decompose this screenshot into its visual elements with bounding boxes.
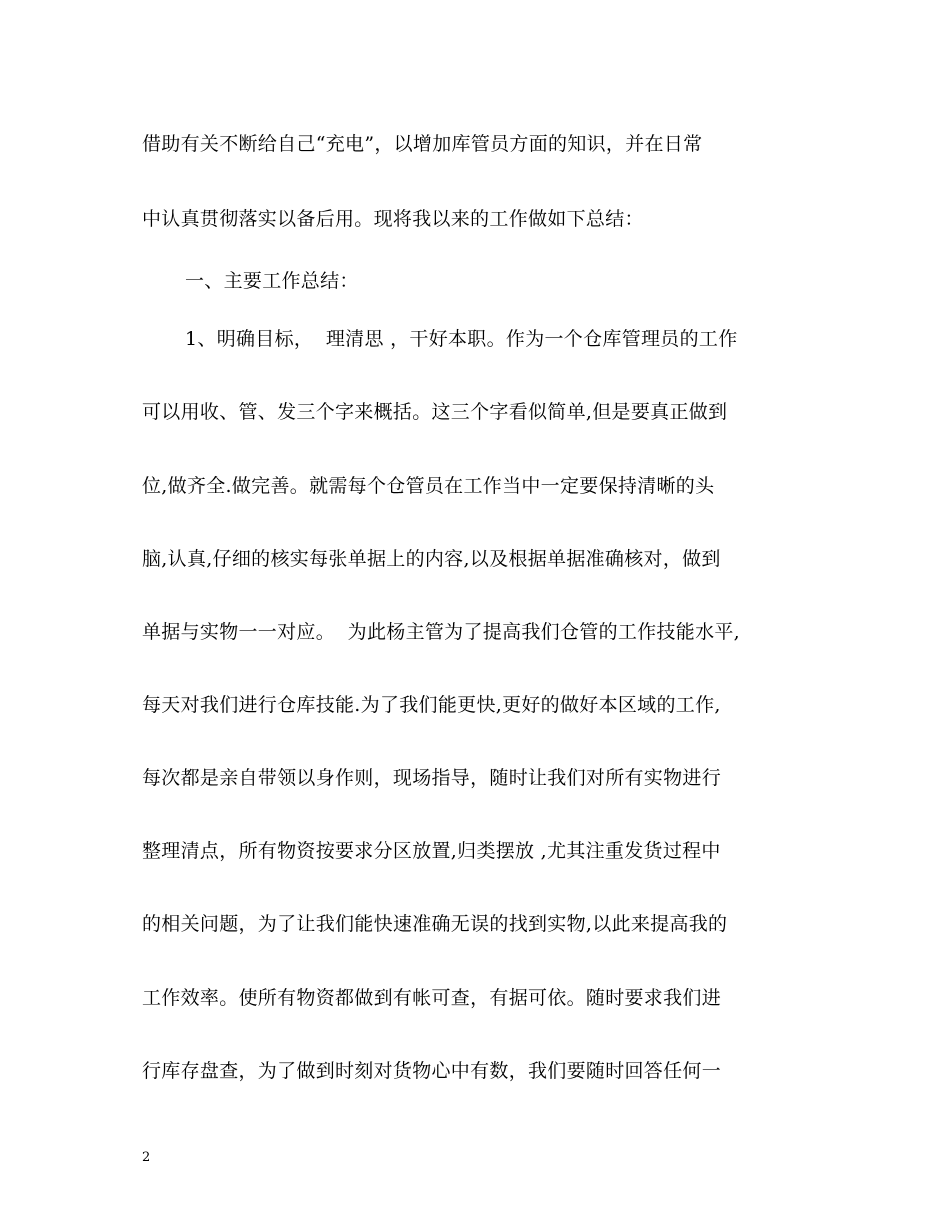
body-text-line: 整理清点，所有物资按要求分区放置,归类摆放 ,尤其注重发货过程中	[142, 840, 721, 862]
body-text-line: 1、明确目标， 理清思 ，干好本职。作为一个仓库管理员的工作	[185, 328, 738, 350]
body-text-line: 行库存盘查，为了做到时刻对货物心中有数，我们要随时回答任何一	[142, 1060, 722, 1082]
section-heading: 一、主要工作总结：	[185, 270, 359, 292]
body-text-line: 位,做齐全.做完善。就需每个仓管员在工作当中一定要保持清晰的头	[142, 475, 715, 497]
body-text-line: 中认真贯彻落实以备后用。现将我以来的工作做如下总结：	[142, 208, 644, 230]
body-text-line: 借助有关不断给自己“充电”，以增加库管员方面的知识，并在日常	[142, 133, 703, 155]
body-text-line: 每天对我们进行仓库技能.为了我们能更快,更好的做好本区域的工作,	[142, 694, 721, 716]
body-text-line: 单据与实物一一对应。 为此杨主管为了提高我们仓管的工作技能水平,	[142, 621, 741, 643]
body-text-line: 可以用收、管、发三个字来概括。这三个字看似简单,但是要真正做到	[142, 401, 728, 423]
page-number: 2	[142, 1150, 151, 1165]
body-text-line: 的相关问题，为了让我们能快速准确无误的找到实物,以此来提高我的	[142, 913, 728, 935]
body-text-line: 工作效率。使所有物资都做到有帐可查，有据可依。随时要求我们进	[142, 987, 722, 1009]
body-text-line: 脑,认真,仔细的核实每张单据上的内容,以及根据单据准确核对，做到	[142, 548, 721, 570]
body-text-line: 每次都是亲自带领以身作则，现场指导，随时让我们对所有实物进行	[142, 767, 722, 789]
